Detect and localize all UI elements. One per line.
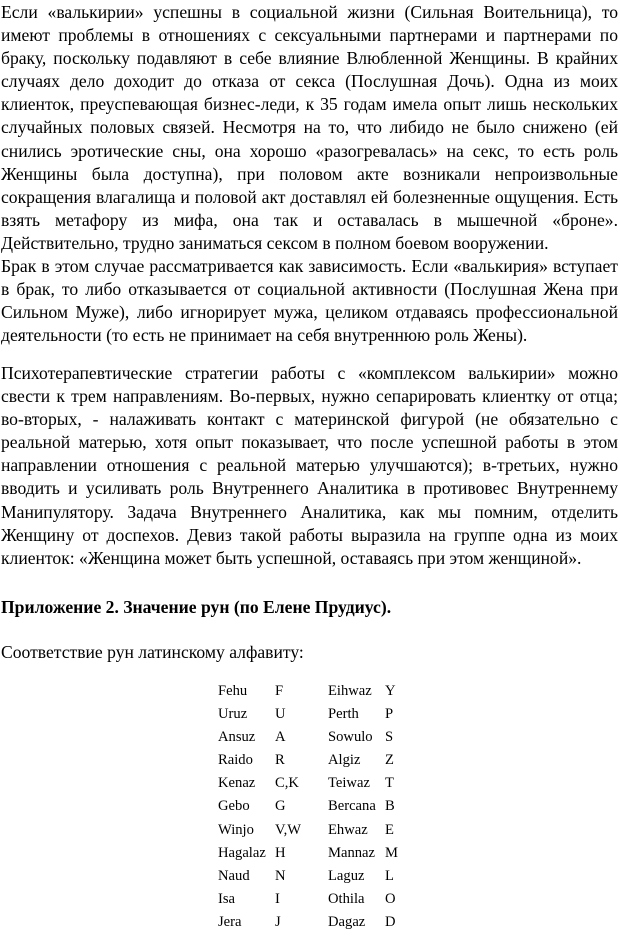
rune-name: Perth <box>328 706 359 723</box>
rune-letter: N <box>275 867 286 884</box>
rune-name: Gebo <box>218 798 250 815</box>
rune-letter: G <box>275 798 286 815</box>
rune-name: Uruz <box>218 706 248 723</box>
rune-letter: L <box>385 867 394 884</box>
rune-name: Eihwaz <box>328 683 372 699</box>
rune-letter: I <box>275 890 280 907</box>
rune-letter: D <box>385 913 396 930</box>
rune-letter: H <box>275 844 286 861</box>
rune-name: Hagalaz <box>218 844 266 861</box>
rune-name: Naud <box>218 867 250 884</box>
table-row <box>218 680 418 703</box>
rune-alphabet-table <box>218 680 418 934</box>
rune-letter: O <box>385 890 396 907</box>
table-row <box>218 749 418 772</box>
table-row <box>218 842 418 865</box>
table-row <box>218 819 418 842</box>
rune-name: Mannaz <box>328 844 376 861</box>
rune-name: Othila <box>328 890 365 907</box>
rune-name: Bercana <box>328 798 376 815</box>
table-row <box>218 888 418 911</box>
rune-letter: P <box>385 706 394 723</box>
table-row <box>218 795 418 818</box>
rune-letter: E <box>385 821 394 838</box>
rune-letter: C,K <box>275 775 299 792</box>
table-row <box>218 703 418 726</box>
rune-name: Ansuz <box>218 729 256 746</box>
rune-letter: S <box>385 729 394 746</box>
rune-name: Kenaz <box>218 775 256 792</box>
rune-name: Raido <box>218 752 253 769</box>
rune-name: Teiwaz <box>328 775 370 792</box>
rune-name: Sowulo <box>328 729 373 746</box>
rune-letter: J <box>275 913 281 930</box>
rune-name: Dagaz <box>328 913 366 930</box>
rune-letter: Y <box>385 683 396 699</box>
rune-letter: F <box>275 683 284 699</box>
appendix-heading: Приложение 2. Значение рун (по Елене Прудиус). <box>1 597 392 617</box>
body-paragraph: Брак в этом случае рассматривается как зависимость. Если «валькирия» вступает в брак, то либо отказывается от социальной активности (Послушная Жена при Сильном Муже), либо игнорирует мужа, целиком отдаваясь профессиональной деятельности (то есть не принимает на себя внутреннюю роль Жены). <box>1 256 618 346</box>
rune-letter: A <box>275 729 286 746</box>
table-row <box>218 911 418 934</box>
rune-name: Algiz <box>328 752 361 769</box>
body-paragraph: Если «валькирии» успешны в социальной жизни (Сильная Воительница), то имеют проблемы в отношениях с сексуальными партнерами и партнерами по браку, поскольку подавляют в себе влияние Влюбленной Женщины. В крайних случаях дело доходит до отказа от секса (Послушная Дочь). Одна из моих клиенток, преуспевающая бизнес-леди, к 35 годам имела опыт лишь нескольких случайных половых связей. Несмотря на то, что либидо не было снижено (ей снились эротические сны, она хорошо «разогревалась» на секс, то есть роль Женщины была доступна), при половом акте возникали непроизвольные сокращения влагалища и половой акт доставлял ей болезненные ощущения. Есть взять метафору из мифа, она так и оставалась в мышечной «броне». Действительно, трудно заниматься сексом в полном боевом вооружении. <box>1 2 618 253</box>
rune-letter: B <box>385 798 395 815</box>
rune-letter: T <box>385 775 394 792</box>
rune-letter: V,W <box>275 821 302 838</box>
table-row <box>218 726 418 749</box>
table-row <box>218 865 418 888</box>
rune-name: Fehu <box>218 683 248 699</box>
rune-alphabet-caption: Соответствие рун латинскому алфавиту: <box>1 642 304 662</box>
rune-name: Laguz <box>328 867 365 884</box>
rune-letter: R <box>275 752 285 769</box>
rune-letter: U <box>275 706 286 723</box>
body-paragraph: Психотерапевтические стратегии работы с «комплексом валькирии» можно свести к трем направлениям. Во-первых, нужно сепарировать клиентку от отца; во-вторых, - налаживать контакт с материнской фигурой (не обязательно с реальной матерью, хотя опыт показывает, что после успешной работы в этом направлении отношения с реальной матерью улучшаются); в-третьих, нужно вводить и усиливать роль Внутреннего Аналитика в противовес Внутреннему Манипулятору. Задача Внутреннего Аналитика, как мы помним, отделить Женщину от доспехов. Девиз такой работы выразила на группе одна из моих клиенток: «Женщина может быть успешной, оставаясь при этом женщиной». <box>1 363 618 568</box>
table-row <box>218 772 418 795</box>
rune-name: Isa <box>218 890 236 907</box>
rune-name: Ehwaz <box>328 821 368 838</box>
rune-name: Jera <box>218 913 242 930</box>
rune-name: Winjo <box>218 821 254 838</box>
rune-letter: M <box>385 844 398 861</box>
rune-letter: Z <box>385 752 394 769</box>
